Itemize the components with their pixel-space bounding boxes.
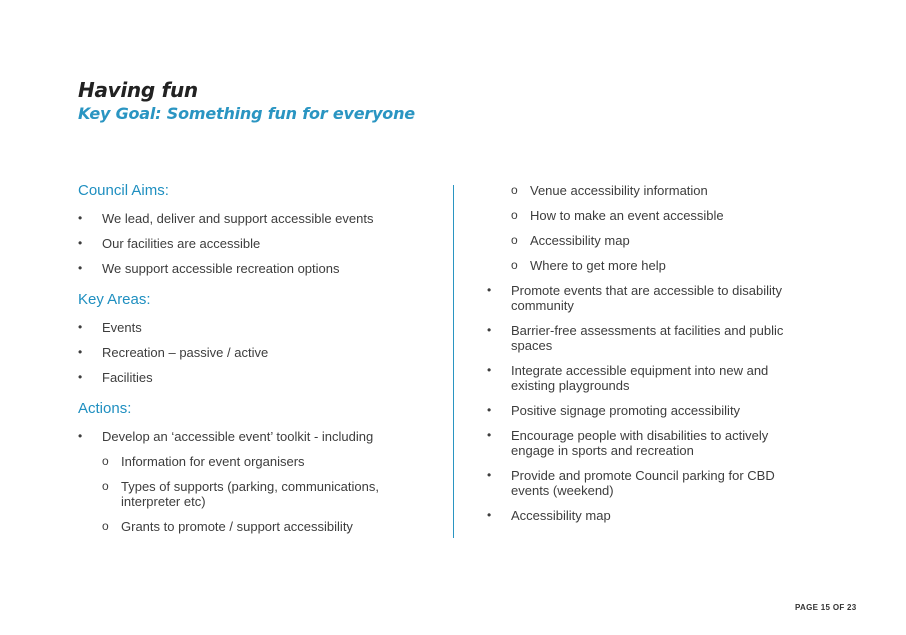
list-item	[78, 345, 428, 360]
list-item-text: Provide and promote Council parking for CBD events (weekend)	[511, 468, 775, 498]
list-item-text: Encourage people with disabilities to actively engage in sports and recreation	[511, 428, 769, 458]
list-item-text: Accessibility map	[511, 508, 611, 523]
list-item-text: Accessibility map	[530, 233, 630, 248]
bullet-icon: •	[78, 261, 83, 275]
list-item-text: Develop an ‘accessible event’ toolkit - including	[102, 429, 374, 444]
list-item-text: Promote events that are accessible to disability community	[511, 283, 782, 313]
bullet-icon: •	[487, 428, 492, 442]
circle-bullet-icon: o	[102, 479, 109, 493]
bullet-icon: •	[487, 283, 492, 297]
list-item-text: We lead, deliver and support accessible events	[102, 211, 374, 226]
sub-list-item	[486, 183, 806, 198]
circle-bullet-icon: o	[511, 258, 518, 272]
page-number: PAGE 15 OF 23	[795, 603, 857, 612]
bullet-icon: •	[78, 211, 83, 225]
sub-list-item	[486, 258, 806, 273]
bullet-icon: •	[78, 236, 83, 250]
list-item-text: Facilities	[102, 370, 153, 385]
council-aims-heading: Council Aims:	[78, 182, 169, 199]
sub-list-item	[78, 454, 428, 469]
list-item	[78, 236, 428, 251]
list-item-text: Venue accessibility information	[530, 183, 708, 198]
page-subtitle: Key Goal: Something fun for everyone	[78, 104, 415, 123]
list-item	[78, 261, 428, 276]
list-item-text: Integrate accessible equipment into new and existing playgrounds	[511, 363, 769, 393]
list-item-text: Recreation – passive / active	[102, 345, 269, 360]
page-title: Having fun	[78, 78, 198, 102]
key-areas-heading: Key Areas:	[78, 291, 151, 308]
right-column	[486, 183, 806, 533]
list-item-text: We support accessible recreation options	[102, 261, 340, 276]
sub-list-item	[486, 208, 806, 223]
sub-list-item	[78, 519, 428, 534]
list-item	[78, 429, 428, 444]
list-item-text: Information for event organisers	[121, 454, 305, 469]
list-item-text: Events	[102, 320, 142, 335]
list-item	[486, 508, 806, 523]
list-item-text: Our facilities are accessible	[102, 236, 261, 251]
bullet-icon: •	[78, 345, 83, 359]
circle-bullet-icon: o	[102, 519, 109, 533]
bullet-icon: •	[78, 370, 83, 384]
list-item-text: Barrier-free assessments at facilities and public spaces	[511, 323, 784, 353]
circle-bullet-icon: o	[511, 208, 518, 222]
list-item	[486, 403, 806, 418]
council-aims-list	[78, 211, 428, 276]
list-item	[486, 283, 806, 313]
actions-list	[78, 429, 428, 534]
list-item	[78, 370, 428, 385]
list-item-text: Where to get more help	[530, 258, 666, 273]
bullet-icon: •	[487, 323, 492, 337]
bullet-icon: •	[487, 363, 492, 377]
list-item	[486, 323, 806, 353]
column-divider	[453, 185, 454, 538]
list-item-text: Types of supports (parking, communications, interpreter etc)	[121, 479, 379, 509]
list-item	[486, 468, 806, 498]
circle-bullet-icon: o	[102, 454, 109, 468]
bullet-icon: •	[487, 403, 492, 417]
circle-bullet-icon: o	[511, 183, 518, 197]
bullet-icon: •	[78, 320, 83, 334]
bullet-icon: •	[78, 429, 83, 443]
list-item	[78, 320, 428, 335]
list-item-text: How to make an event accessible	[530, 208, 724, 223]
actions-list-continued	[486, 183, 806, 523]
list-item	[78, 211, 428, 226]
list-item	[486, 428, 806, 458]
list-item	[486, 363, 806, 393]
key-areas-list	[78, 320, 428, 385]
left-column	[78, 182, 428, 544]
actions-heading: Actions:	[78, 400, 132, 417]
circle-bullet-icon: o	[511, 233, 518, 247]
bullet-icon: •	[487, 508, 492, 522]
bullet-icon: •	[487, 468, 492, 482]
sub-list-item	[486, 233, 806, 248]
sub-list-item	[78, 479, 428, 509]
list-item-text: Grants to promote / support accessibility	[121, 519, 353, 534]
list-item-text: Positive signage promoting accessibility	[511, 403, 741, 418]
